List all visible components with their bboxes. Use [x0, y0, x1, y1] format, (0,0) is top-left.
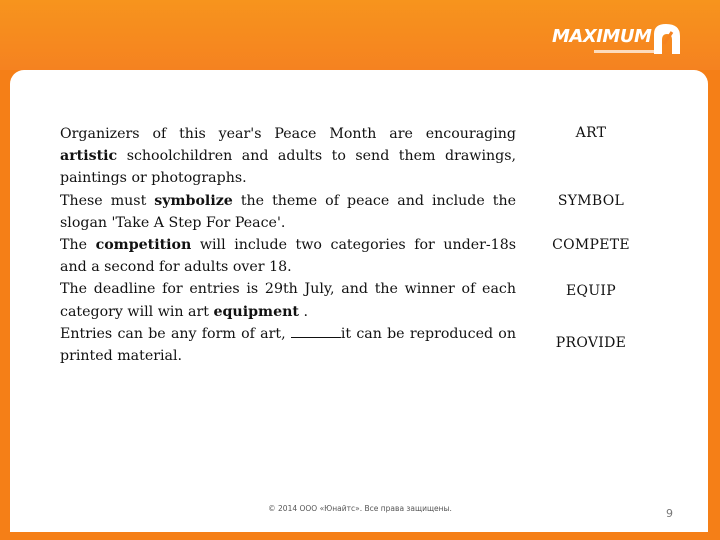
keyword-symbol: SYMBOL — [557, 193, 625, 209]
passage-paragraph-4: The deadline for entries is 29th July, and the winner of each category will win art equipment . — [60, 281, 516, 320]
answer-blank[interactable] — [291, 323, 341, 338]
logo-mark-icon — [650, 20, 684, 58]
brand-logo — [552, 20, 687, 60]
passage-paragraph-2: These must symbolize the theme of peace and include the slogan 'Take A Step For Peace'. — [60, 192, 517, 231]
passage-paragraph-1: Organizers of this year's Peace Month are encouraging artistic schoolchildren and adults to send them drawings, paintings or photographs. — [60, 126, 516, 187]
passage-paragraph-3: The competition will include two categories for under-18s and a second for adults over 18. — [60, 237, 516, 276]
passage-text — [60, 123, 516, 367]
logo-text: MAXIMUM — [552, 26, 652, 47]
copyright-footer: © 2014 ООО «Юнайтс». Все права защищены. — [268, 504, 452, 513]
keyword-compete: COMPETE — [552, 237, 630, 253]
keyword-provide: PROVIDE — [555, 335, 627, 351]
logo-underline — [594, 50, 654, 53]
page-number: 9 — [666, 507, 673, 520]
keyword-equip: EQUIP — [566, 283, 616, 299]
keyword-art: ART — [575, 125, 607, 141]
passage-paragraph-5: Entries can be any form of art, it can be reproduced on printed material. — [60, 323, 516, 367]
